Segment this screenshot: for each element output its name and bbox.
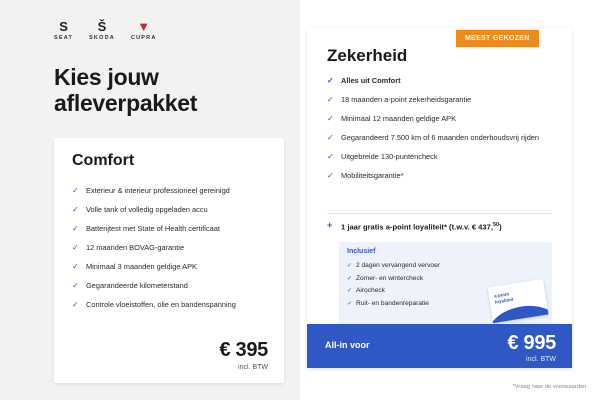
inclusief-item: ✓ 2 dagen vervangend vervoer xyxy=(347,262,440,270)
zekerheid-feature-label: 18 maanden a-point zekerheidsgarantie xyxy=(341,95,472,104)
allin-label: All-in voor xyxy=(325,340,370,350)
zekerheid-title: Zekerheid xyxy=(327,46,408,65)
skoda-logo-icon: Š xyxy=(97,19,107,34)
check-icon: ✓ xyxy=(72,243,79,252)
footnote: *Vraag naar de voorwaarden. xyxy=(512,384,588,390)
comfort-price-note: incl. BTW xyxy=(238,364,268,371)
comfort-feature-label: Controle vloeistoffen, olie en bandenspanning xyxy=(86,300,236,309)
card-divider xyxy=(327,213,552,214)
zekerheid-feature-item xyxy=(327,95,552,105)
check-icon: ✓ xyxy=(327,95,334,104)
check-icon: ✓ xyxy=(327,152,334,161)
seat-logo-label: SEAT xyxy=(54,35,74,41)
comfort-feature-item xyxy=(72,281,272,291)
inclusief-item: ✓ Airocheck xyxy=(347,287,440,295)
allin-price-bar[interactable] xyxy=(307,324,572,368)
brand-seat xyxy=(54,20,73,41)
zekerheid-feature-label: Minimaal 12 maanden geldige APK xyxy=(341,114,457,123)
allin-price: € 995 xyxy=(507,332,556,354)
inclusief-title: Inclusief xyxy=(347,248,376,255)
zekerheid-feature-item xyxy=(327,171,552,181)
zekerheid-feature-item xyxy=(327,152,552,162)
comfort-feature-item xyxy=(72,262,272,272)
comfort-package-card[interactable] xyxy=(54,138,284,383)
plus-icon: + xyxy=(327,220,333,230)
check-icon: ✓ xyxy=(327,171,334,180)
brand-cupra xyxy=(131,20,157,41)
zekerheid-feature-label: Mobiliteitsgarantie* xyxy=(341,171,404,180)
comfort-feature-item xyxy=(72,205,272,215)
comfort-feature-item xyxy=(72,243,272,253)
cupra-logo-icon: ▼ xyxy=(137,19,151,34)
check-icon: ✓ xyxy=(72,262,79,271)
zekerheid-feature-label: Gegarandeerd 7.500 km of 6 maanden onderhoudsvrij rijden xyxy=(341,133,540,142)
loyalty-text: 1 jaar gratis a-point loyaliteit* xyxy=(341,222,447,232)
inclusief-item: ✓ Zomer- en wintercheck xyxy=(347,275,440,283)
page-title: Kies jouw afleverpakket xyxy=(54,64,198,116)
brand-skoda xyxy=(89,20,115,41)
comfort-price-block xyxy=(219,339,268,371)
loyalty-value-end: ) xyxy=(499,222,502,232)
zekerheid-feature-label: Uitgebreide 130-puntencheck xyxy=(341,152,438,161)
most-chosen-badge: MEEST GEKOZEN xyxy=(456,30,539,47)
cupra-logo-label: CUPRA xyxy=(130,35,157,41)
zekerheid-package-card[interactable] xyxy=(307,28,572,368)
inclusief-item: ✓ Ruit- en bandenreparatie xyxy=(347,300,440,308)
check-icon: ✓ xyxy=(72,300,79,309)
zekerheid-feature-list xyxy=(327,76,552,190)
comfort-feature-label: Exterieur & interieur professioneel gereinigd xyxy=(86,186,230,195)
allin-price-note: incl. BTW xyxy=(526,356,556,363)
check-icon: ✓ xyxy=(327,114,334,123)
comfort-feature-item xyxy=(72,224,272,234)
right-panel xyxy=(300,0,600,400)
inclusief-list xyxy=(347,262,440,312)
comfort-feature-label: Batterijtest met State of Health certificaat xyxy=(86,224,220,233)
loyalty-value-cents: 50 xyxy=(492,222,500,228)
brand-logos xyxy=(54,20,157,41)
inclusief-box xyxy=(339,242,552,324)
zekerheid-feature-item xyxy=(327,76,552,86)
check-icon: ✓ xyxy=(72,281,79,290)
check-icon: ✓ xyxy=(327,76,334,85)
comfort-feature-item xyxy=(72,300,272,310)
check-icon: ✓ xyxy=(72,205,79,214)
comfort-feature-label: Volle tank of volledig opgeladen accu xyxy=(86,205,208,214)
skoda-logo-label: SKODA xyxy=(89,35,115,41)
loyalty-line xyxy=(327,220,569,233)
zekerheid-feature-label: Alles uit Comfort xyxy=(341,76,401,85)
comfort-feature-label: Gegarandeerde kilometerstand xyxy=(86,281,188,290)
check-icon: ✓ xyxy=(72,224,79,233)
check-icon: ✓ xyxy=(327,133,334,142)
check-icon: ✓ xyxy=(72,186,79,195)
zekerheid-feature-item xyxy=(327,114,552,124)
comfort-feature-list xyxy=(72,186,272,319)
allin-price-block xyxy=(507,332,556,363)
loyalty-card-image xyxy=(488,279,549,323)
zekerheid-feature-item xyxy=(327,133,552,143)
comfort-feature-label: Minimaal 3 maanden geldige APK xyxy=(86,262,197,271)
comfort-feature-item xyxy=(72,186,272,196)
comfort-feature-label: 12 maanden BOVAG-garantie xyxy=(86,243,185,252)
comfort-price: € 395 xyxy=(219,339,268,361)
seat-logo-icon: S xyxy=(59,19,68,34)
loyalty-card-text: a-point loyaliteit xyxy=(493,291,514,305)
comfort-title: Comfort xyxy=(72,152,135,169)
loyalty-value: (t.w.v. € 437, xyxy=(449,222,493,232)
